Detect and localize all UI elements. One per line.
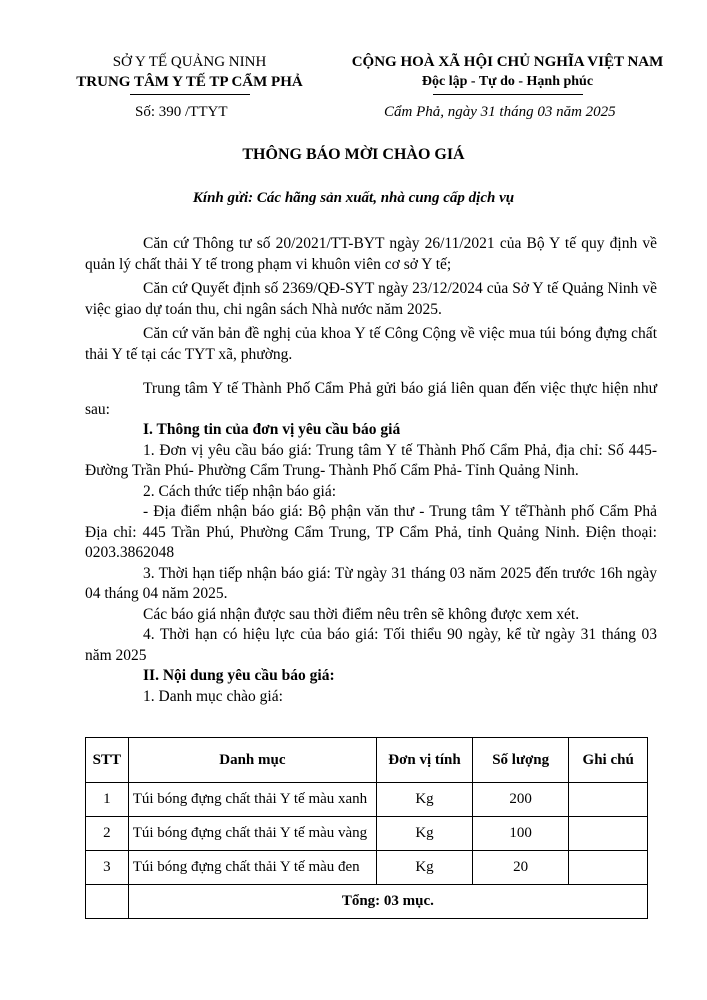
paragraph-legal-basis-2: Căn cứ Quyết định số 2369/QĐ-SYT ngày 23/12/2024 của Sở Y tế Quảng Ninh về việc giao dự toán thu, chi ngân sách Nhà nước năm 2025. [85, 280, 657, 318]
table-row [86, 851, 648, 885]
cell-note [569, 783, 648, 817]
cell-total: Tổng: 03 mục. [128, 885, 647, 919]
cell-stt: 3 [86, 851, 129, 885]
table-row [86, 817, 648, 851]
header-unit: Đơn vị tính [377, 738, 473, 783]
paragraph-intro: Trung tâm Y tế Thành Phố Cẩm Phả gửi báo giá liên quan đến việc thực hiện như sau: [85, 380, 657, 418]
document-title: THÔNG BÁO MỜI CHÀO GIÁ [242, 146, 465, 163]
cell-item-name: Túi bóng đựng chất thải Y tế màu xanh [128, 783, 376, 817]
header-note: Ghi chú [569, 738, 648, 783]
paragraph-validity: 4. Thời hạn có hiệu lực của báo giá: Tối thiểu 90 ngày, kể từ ngày 31 tháng 03 năm 2025 [85, 626, 657, 664]
paragraph-receiving-method: 2. Cách thức tiếp nhận báo giá: [143, 482, 337, 500]
paragraph-legal-basis-3: Căn cứ văn bản đề nghị của khoa Y tế Công Cộng về việc mua túi bóng đựng chất thải Y tế tại các TYT xã, phường. [85, 325, 657, 363]
issuing-organization: TRUNG TÂM Y TẾ TP CẨM PHẢ [76, 74, 303, 90]
national-header [335, 52, 680, 95]
cell-quantity: 100 [472, 817, 568, 851]
cell-note [569, 817, 648, 851]
national-title: CỘNG HOÀ XÃ HỘI CHỦ NGHĨA VIỆT NAM [351, 54, 664, 70]
header-stt: STT [86, 738, 129, 783]
national-motto: Độc lập - Tự do - Hạnh phúc [421, 74, 594, 89]
cell-stt: 2 [86, 817, 129, 851]
document-body [85, 234, 657, 707]
cell-item-name: Túi bóng đựng chất thải Y tế màu đen [128, 851, 376, 885]
paragraph-late-notice: Các báo giá nhận được sau thời điểm nêu trên sẽ không được xem xét. [143, 605, 580, 623]
table-header-row [86, 738, 648, 783]
cell-unit: Kg [377, 817, 473, 851]
cell-unit: Kg [377, 851, 473, 885]
section-heading-2: II. Nội dung yêu cầu báo giá: [143, 667, 335, 684]
paragraph-requesting-unit: 1. Đơn vị yêu cầu báo giá: Trung tâm Y tế Thành Phố Cẩm Phả, địa chỉ: Số 445- Đường Trần Phú- Phường Cẩm Trung- Thành Phố Cẩm Phả- Tỉnh Quảng Ninh. [85, 441, 657, 479]
cell-quantity: 20 [472, 851, 568, 885]
recipient-line: Kính gửi: Các hãng sản xuất, nhà cung cấp dịch vụ [192, 190, 515, 206]
cell-stt: 1 [86, 783, 129, 817]
section-heading-1: I. Thông tin của đơn vị yêu cầu báo giá [143, 421, 401, 438]
items-table [85, 737, 648, 919]
table-total-row [86, 885, 648, 919]
header-underline [130, 94, 250, 95]
cell-stt-empty [86, 885, 129, 919]
issuer-header [62, 52, 317, 95]
paragraph-deadline: 3. Thời hạn tiếp nhận báo giá: Từ ngày 31 tháng 03 năm 2025 đến trước 16h ngày 04 tháng 04 năm 2025. [85, 564, 657, 602]
document-number: Số: 390 /TTYT [135, 104, 228, 120]
header-item-name: Danh mục [128, 738, 376, 783]
header-quantity: Số lượng [472, 738, 568, 783]
paragraph-item-list: 1. Danh mục chào giá: [143, 687, 283, 705]
table-row [86, 783, 648, 817]
motto-underline [433, 94, 583, 95]
cell-unit: Kg [377, 783, 473, 817]
parent-agency: SỞ Y TẾ QUẢNG NINH [112, 54, 267, 70]
cell-quantity: 200 [472, 783, 568, 817]
cell-note [569, 851, 648, 885]
place-date: Cẩm Phả, ngày 31 tháng 03 năm 2025 [384, 104, 616, 120]
paragraph-receiving-location: - Địa điểm nhận báo giá: Bộ phận văn thư - Trung tâm Y tếThành phố Cẩm Phả Địa chỉ: 445 Trần Phú, Phường Cẩm Trung, TP Cẩm Phả, tỉnh Quảng Ninh. Điện thoại: 0203.3862048 [85, 503, 657, 561]
paragraph-legal-basis-1: Căn cứ Thông tư số 20/2021/TT-BYT ngày 26/11/2021 của Bộ Y tế quy định về quản lý chất thải Y tế trong phạm vi khuôn viên cơ sở Y tế; [85, 235, 657, 273]
cell-item-name: Túi bóng đựng chất thải Y tế màu vàng [128, 817, 376, 851]
